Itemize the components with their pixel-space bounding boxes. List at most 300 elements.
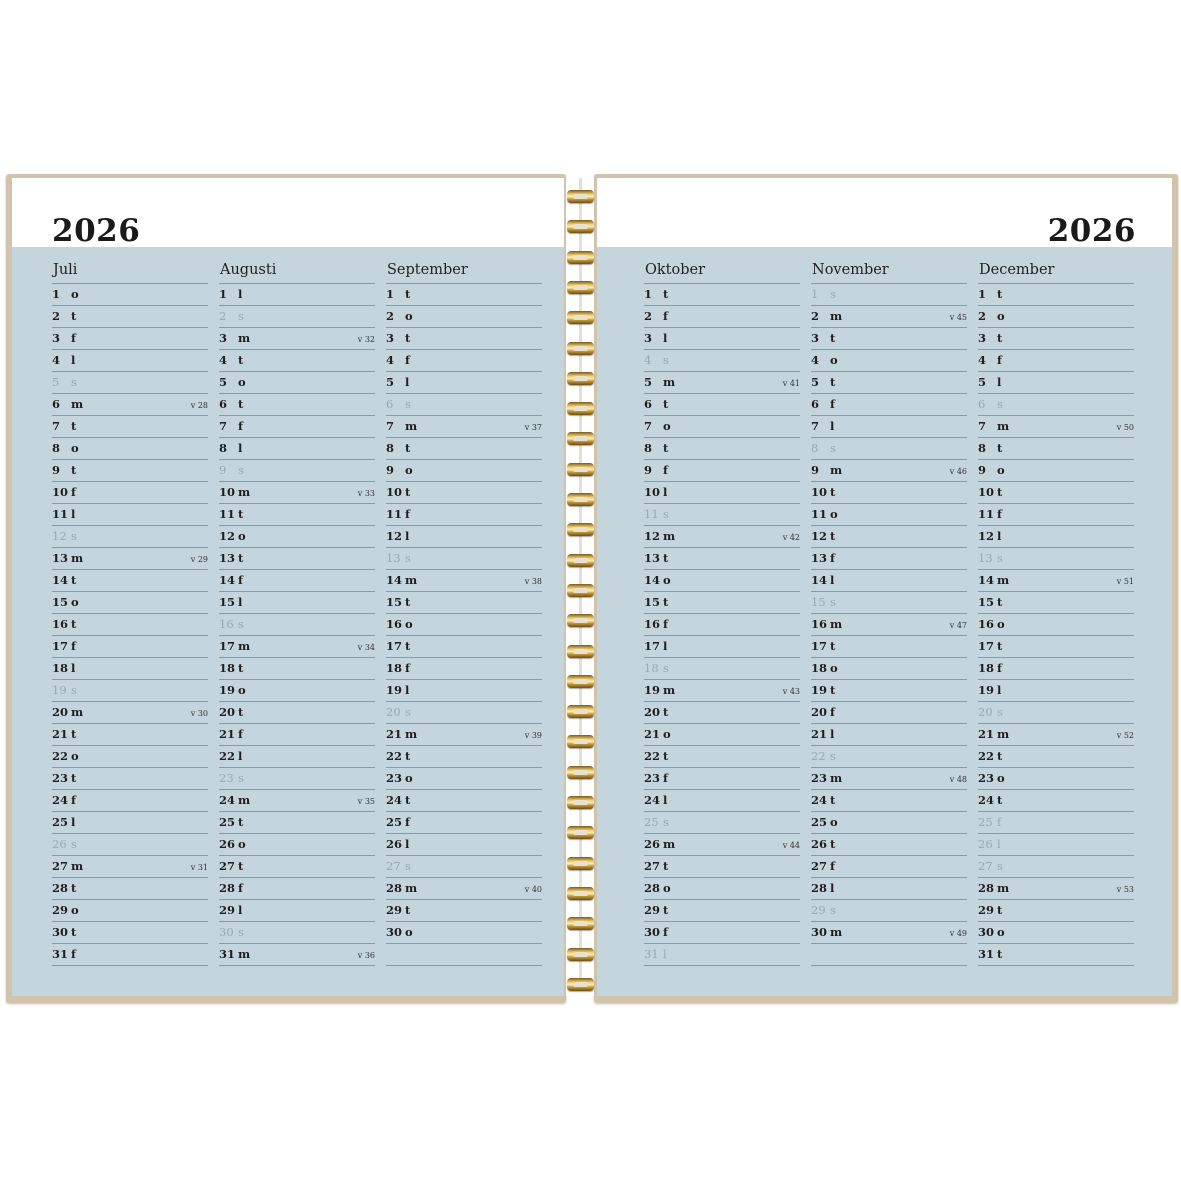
day-row[interactable] (978, 922, 1134, 944)
day-number: 18 (219, 661, 236, 675)
day-row[interactable] (811, 944, 967, 966)
day-number: 11 (644, 507, 659, 521)
day-row[interactable] (978, 306, 1134, 328)
day-number: 15 (52, 595, 69, 609)
day-row[interactable] (978, 526, 1134, 548)
weekday-letter: t (238, 661, 244, 675)
day-row[interactable] (978, 812, 1134, 834)
day-number: 30 (52, 925, 69, 939)
weekday-letter: t (663, 705, 669, 719)
day-row[interactable] (978, 768, 1134, 790)
day-row[interactable] (811, 394, 967, 416)
day-row[interactable] (978, 680, 1134, 702)
day-number: 13 (978, 551, 993, 565)
day-row[interactable] (219, 394, 375, 416)
day-row[interactable] (386, 372, 542, 394)
day-row[interactable] (978, 702, 1134, 724)
weekday-letter: o (663, 573, 671, 587)
weekday-letter: o (663, 881, 671, 895)
day-row[interactable] (644, 482, 800, 504)
weekday-letter: f (238, 881, 243, 895)
day-row[interactable] (811, 284, 967, 306)
weekday-letter: o (405, 925, 413, 939)
weekday-letter: l (238, 441, 243, 455)
day-row[interactable] (386, 856, 542, 878)
day-row[interactable] (219, 592, 375, 614)
day-row[interactable] (219, 372, 375, 394)
day-number: 3 (386, 331, 395, 345)
day-number: 22 (811, 749, 826, 763)
day-row[interactable] (386, 922, 542, 944)
day-row[interactable] (644, 284, 800, 306)
day-row[interactable] (386, 570, 542, 592)
day-row[interactable] (386, 526, 542, 548)
day-number: 9 (52, 463, 61, 477)
spiral-ring (567, 735, 594, 748)
ring-hole (573, 194, 588, 199)
day-row[interactable] (811, 614, 967, 636)
day-row[interactable] (219, 680, 375, 702)
weekday-letter: s (405, 705, 411, 719)
day-number: 29 (644, 903, 661, 917)
weekday-letter: m (997, 881, 1010, 895)
day-row[interactable] (52, 900, 208, 922)
day-row[interactable] (644, 372, 800, 394)
weekday-letter: o (830, 353, 838, 367)
day-row[interactable] (811, 482, 967, 504)
day-number: 23 (644, 771, 661, 785)
weekday-letter: t (238, 705, 244, 719)
day-row[interactable] (386, 438, 542, 460)
day-row[interactable] (644, 504, 800, 526)
day-row[interactable] (219, 350, 375, 372)
day-row[interactable] (52, 702, 208, 724)
day-row[interactable] (811, 658, 967, 680)
day-row[interactable] (52, 856, 208, 878)
day-number: 9 (644, 463, 653, 477)
day-row[interactable] (52, 416, 208, 438)
week-number: v 48 (949, 775, 967, 784)
day-row[interactable] (978, 372, 1134, 394)
weekday-letter: s (238, 463, 244, 477)
day-number: 5 (386, 375, 395, 389)
day-row[interactable] (644, 570, 800, 592)
day-row[interactable] (811, 878, 967, 900)
day-row[interactable] (811, 328, 967, 350)
day-row[interactable] (811, 790, 967, 812)
day-row[interactable] (978, 284, 1134, 306)
ring-hole (573, 709, 588, 714)
weekday-letter: o (830, 815, 838, 829)
weekday-letter: f (71, 331, 76, 345)
weekday-letter: f (405, 507, 410, 521)
day-row[interactable] (52, 284, 208, 306)
day-row[interactable] (811, 900, 967, 922)
weekday-letter: t (663, 903, 669, 917)
day-row[interactable] (386, 658, 542, 680)
day-number: 19 (219, 683, 236, 697)
weekday-letter: l (830, 881, 835, 895)
weekday-letter: l (405, 683, 410, 697)
weekday-letter: t (71, 771, 77, 785)
day-number: 27 (978, 859, 993, 873)
day-row[interactable] (219, 658, 375, 680)
day-row[interactable] (52, 548, 208, 570)
weekday-letter: t (830, 837, 836, 851)
weekday-letter: m (405, 419, 418, 433)
ring-hole (573, 649, 588, 654)
day-row[interactable] (52, 724, 208, 746)
day-number: 16 (644, 617, 661, 631)
day-row[interactable] (52, 504, 208, 526)
day-row[interactable] (978, 350, 1134, 372)
ring-hole (573, 497, 588, 502)
day-row[interactable] (978, 416, 1134, 438)
day-row[interactable] (386, 834, 542, 856)
day-row[interactable] (52, 350, 208, 372)
day-row[interactable] (978, 570, 1134, 592)
day-row[interactable] (219, 416, 375, 438)
ring-hole (573, 346, 588, 351)
day-row[interactable] (52, 592, 208, 614)
week-number: v 34 (357, 643, 375, 652)
day-row[interactable] (811, 702, 967, 724)
day-row[interactable] (386, 614, 542, 636)
day-row[interactable] (811, 812, 967, 834)
day-number: 27 (219, 859, 236, 873)
day-row[interactable] (811, 570, 967, 592)
day-row[interactable] (386, 680, 542, 702)
day-number: 7 (219, 419, 228, 433)
day-row[interactable] (811, 768, 967, 790)
day-row[interactable] (219, 284, 375, 306)
spiral-ring (567, 251, 594, 264)
weekday-letter: o (405, 309, 413, 323)
day-number: 13 (219, 551, 236, 565)
day-row[interactable] (52, 328, 208, 350)
day-row[interactable] (52, 394, 208, 416)
spiral-ring (567, 402, 594, 415)
day-row[interactable] (52, 460, 208, 482)
day-row[interactable] (978, 328, 1134, 350)
day-row[interactable] (52, 878, 208, 900)
day-row[interactable] (219, 482, 375, 504)
day-row[interactable] (644, 724, 800, 746)
day-row[interactable] (219, 328, 375, 350)
weekday-letter: s (830, 287, 836, 301)
week-number: v 31 (190, 863, 208, 872)
day-row[interactable] (811, 526, 967, 548)
day-row[interactable] (52, 922, 208, 944)
day-row[interactable] (644, 636, 800, 658)
day-row[interactable] (811, 922, 967, 944)
day-row[interactable] (978, 504, 1134, 526)
weekday-letter: t (238, 551, 244, 565)
day-row[interactable] (978, 482, 1134, 504)
day-row[interactable] (978, 746, 1134, 768)
day-row[interactable] (978, 548, 1134, 570)
day-row[interactable] (811, 592, 967, 614)
day-number: 3 (811, 331, 820, 345)
week-number: v 43 (782, 687, 800, 696)
day-row[interactable] (978, 614, 1134, 636)
day-row[interactable] (811, 746, 967, 768)
day-number: 29 (811, 903, 826, 917)
day-row[interactable] (811, 306, 967, 328)
day-row[interactable] (811, 350, 967, 372)
day-row[interactable] (52, 746, 208, 768)
day-row[interactable] (644, 548, 800, 570)
day-row[interactable] (644, 922, 800, 944)
day-number: 21 (644, 727, 661, 741)
day-row[interactable] (386, 350, 542, 372)
day-row[interactable] (644, 790, 800, 812)
weekday-letter: o (997, 617, 1005, 631)
year-title: 2026 (1047, 213, 1136, 249)
day-row[interactable] (811, 438, 967, 460)
day-row[interactable] (386, 460, 542, 482)
day-row[interactable] (811, 416, 967, 438)
day-row[interactable] (52, 306, 208, 328)
day-number: 25 (811, 815, 828, 829)
day-number: 5 (811, 375, 820, 389)
day-number: 10 (386, 485, 403, 499)
weekday-letter: t (405, 595, 411, 609)
ring-hole (573, 891, 588, 896)
day-row[interactable] (386, 812, 542, 834)
weekday-letter: m (71, 859, 84, 873)
day-row[interactable] (52, 636, 208, 658)
day-number: 4 (811, 353, 820, 367)
day-number: 3 (978, 331, 987, 345)
day-number: 30 (644, 925, 661, 939)
weekday-letter: t (997, 485, 1003, 499)
day-row[interactable] (219, 878, 375, 900)
day-row[interactable] (219, 922, 375, 944)
day-row[interactable] (644, 328, 800, 350)
day-row[interactable] (52, 768, 208, 790)
day-row[interactable] (978, 636, 1134, 658)
day-row[interactable] (386, 878, 542, 900)
day-number: 23 (52, 771, 69, 785)
day-row[interactable] (219, 768, 375, 790)
day-row[interactable] (644, 614, 800, 636)
weekday-letter: s (405, 551, 411, 565)
day-row[interactable] (644, 394, 800, 416)
day-number: 16 (386, 617, 403, 631)
day-row[interactable] (219, 944, 375, 966)
day-number: 18 (978, 661, 995, 675)
day-row[interactable] (644, 658, 800, 680)
day-row[interactable] (644, 834, 800, 856)
weekday-letter: t (830, 331, 836, 345)
spiral-ring (567, 887, 594, 900)
week-number: v 36 (357, 951, 375, 960)
day-number: 8 (219, 441, 228, 455)
day-row[interactable] (386, 482, 542, 504)
day-row[interactable] (644, 944, 800, 966)
day-row[interactable] (386, 284, 542, 306)
day-number: 7 (52, 419, 61, 433)
weekday-letter: l (663, 639, 668, 653)
day-row[interactable] (978, 724, 1134, 746)
day-row[interactable] (219, 900, 375, 922)
day-row[interactable] (644, 438, 800, 460)
day-row[interactable] (219, 790, 375, 812)
day-row[interactable] (386, 306, 542, 328)
day-row[interactable] (52, 438, 208, 460)
day-number: 29 (386, 903, 403, 917)
day-row[interactable] (978, 394, 1134, 416)
day-number: 24 (644, 793, 661, 807)
weekday-letter: o (405, 771, 413, 785)
day-row[interactable] (811, 834, 967, 856)
weekday-letter: f (830, 705, 835, 719)
day-row[interactable] (219, 504, 375, 526)
day-row[interactable] (219, 526, 375, 548)
day-row[interactable] (811, 548, 967, 570)
day-number: 27 (386, 859, 401, 873)
day-row[interactable] (978, 834, 1134, 856)
day-number: 25 (644, 815, 659, 829)
day-row[interactable] (386, 790, 542, 812)
week-number: v 52 (1116, 731, 1134, 740)
day-row[interactable] (644, 680, 800, 702)
day-number: 31 (644, 947, 659, 961)
weekday-letter: l (71, 661, 76, 675)
day-row[interactable] (978, 878, 1134, 900)
day-number: 27 (52, 859, 69, 873)
day-row[interactable] (52, 790, 208, 812)
weekday-letter: t (663, 859, 669, 873)
day-row[interactable] (52, 680, 208, 702)
ring-hole (573, 861, 588, 866)
day-number: 18 (644, 661, 659, 675)
weekday-letter: f (405, 815, 410, 829)
day-row[interactable] (219, 636, 375, 658)
day-row[interactable] (52, 570, 208, 592)
day-row[interactable] (52, 372, 208, 394)
day-row[interactable] (978, 658, 1134, 680)
weekday-letter: t (71, 925, 77, 939)
weekday-letter: l (238, 595, 243, 609)
day-number: 14 (978, 573, 995, 587)
weekday-letter: s (663, 353, 669, 367)
day-row[interactable] (386, 504, 542, 526)
day-row[interactable] (219, 812, 375, 834)
day-row[interactable] (219, 570, 375, 592)
day-row[interactable] (386, 548, 542, 570)
day-row[interactable] (644, 306, 800, 328)
day-number: 16 (52, 617, 69, 631)
day-row[interactable] (644, 768, 800, 790)
day-row[interactable] (644, 900, 800, 922)
day-row[interactable] (644, 746, 800, 768)
day-row[interactable] (978, 592, 1134, 614)
day-row[interactable] (386, 768, 542, 790)
day-row[interactable] (219, 702, 375, 724)
day-row[interactable] (978, 790, 1134, 812)
spiral-ring (567, 705, 594, 718)
day-row[interactable] (644, 856, 800, 878)
day-row[interactable] (52, 944, 208, 966)
day-row[interactable] (386, 416, 542, 438)
day-row[interactable] (644, 526, 800, 548)
ring-hole (573, 830, 588, 835)
day-row[interactable] (219, 438, 375, 460)
day-row[interactable] (219, 548, 375, 570)
day-number: 12 (219, 529, 236, 543)
day-row[interactable] (219, 306, 375, 328)
weekday-letter: l (663, 331, 668, 345)
day-row[interactable] (978, 900, 1134, 922)
day-row[interactable] (386, 900, 542, 922)
day-row[interactable] (811, 636, 967, 658)
day-row[interactable] (811, 680, 967, 702)
day-number: 14 (219, 573, 236, 587)
day-row[interactable] (811, 504, 967, 526)
day-row[interactable] (978, 944, 1134, 966)
weekday-letter: o (830, 507, 838, 521)
day-row[interactable] (644, 592, 800, 614)
day-row[interactable] (811, 856, 967, 878)
day-row[interactable] (811, 372, 967, 394)
day-row[interactable] (386, 746, 542, 768)
day-row[interactable] (811, 460, 967, 482)
day-row[interactable] (219, 460, 375, 482)
day-row[interactable] (52, 812, 208, 834)
day-row[interactable] (386, 636, 542, 658)
ring-hole (573, 315, 588, 320)
day-row[interactable] (811, 724, 967, 746)
day-row[interactable] (52, 482, 208, 504)
day-row[interactable] (386, 328, 542, 350)
day-row[interactable] (386, 724, 542, 746)
day-number: 4 (52, 353, 61, 367)
day-row[interactable] (644, 812, 800, 834)
day-row[interactable] (52, 834, 208, 856)
weekday-letter: s (830, 441, 836, 455)
day-row[interactable] (219, 746, 375, 768)
weekday-letter: t (830, 639, 836, 653)
day-number: 3 (219, 331, 228, 345)
day-row[interactable] (386, 394, 542, 416)
day-row[interactable] (219, 834, 375, 856)
day-row[interactable] (978, 856, 1134, 878)
day-number: 11 (52, 507, 69, 521)
day-row[interactable] (644, 416, 800, 438)
weekday-letter: m (663, 837, 676, 851)
week-number: v 28 (190, 401, 208, 410)
day-row[interactable] (52, 526, 208, 548)
day-row[interactable] (219, 614, 375, 636)
day-row[interactable] (644, 878, 800, 900)
month-column (52, 258, 208, 966)
day-row[interactable] (386, 944, 542, 966)
ring-hole (573, 467, 588, 472)
day-row[interactable] (219, 856, 375, 878)
day-row[interactable] (644, 460, 800, 482)
day-row[interactable] (978, 460, 1134, 482)
day-row[interactable] (52, 614, 208, 636)
day-row[interactable] (644, 350, 800, 372)
day-row[interactable] (386, 592, 542, 614)
day-row[interactable] (386, 702, 542, 724)
day-row[interactable] (978, 438, 1134, 460)
day-row[interactable] (52, 658, 208, 680)
day-row[interactable] (644, 702, 800, 724)
day-row[interactable] (219, 724, 375, 746)
